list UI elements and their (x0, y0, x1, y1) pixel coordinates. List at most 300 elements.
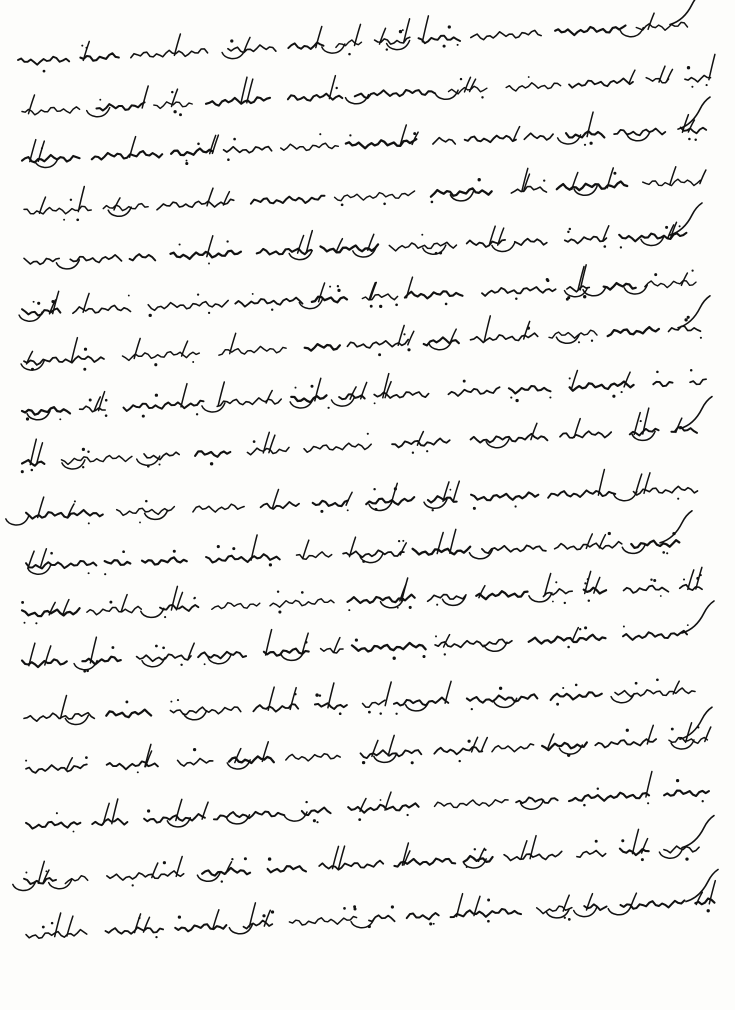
ascender-stroke (400, 543, 406, 555)
dot-mark (688, 138, 691, 141)
dot-mark (31, 368, 34, 371)
word-stroke (405, 291, 463, 298)
dot-mark (612, 395, 615, 398)
dot-mark (180, 664, 182, 666)
dot-mark (468, 740, 471, 743)
dot-mark (588, 599, 590, 601)
dot-mark (164, 616, 166, 618)
dot-mark (339, 712, 342, 715)
descender-stroke (611, 694, 634, 703)
dot-mark (227, 158, 230, 161)
ascender-stroke (303, 540, 309, 558)
dot-mark (305, 641, 308, 644)
word-stroke (555, 26, 625, 36)
dot-mark (155, 645, 158, 648)
dot-mark (549, 396, 551, 398)
dot-mark (473, 507, 475, 509)
word-stroke (680, 585, 702, 590)
dot-mark (380, 799, 382, 801)
word-stroke (551, 692, 602, 700)
dot-mark (217, 545, 220, 548)
handwriting-lines (6, 0, 718, 938)
dot-mark (510, 397, 512, 399)
ascender-stroke (360, 799, 366, 812)
dot-mark (603, 245, 606, 248)
dot-mark (210, 462, 213, 465)
word-stroke (664, 791, 709, 796)
dot-mark (21, 470, 24, 473)
dot-mark (221, 880, 223, 882)
dot-mark (684, 318, 687, 321)
line-end-stroke (670, 0, 702, 25)
ascender-stroke (530, 836, 536, 859)
dot-mark (676, 779, 679, 782)
ascender-stroke (470, 79, 476, 92)
dot-mark (21, 601, 24, 604)
word-stroke (144, 452, 179, 459)
dot-mark (690, 369, 693, 372)
word-stroke (451, 909, 521, 917)
word-stroke (428, 496, 457, 502)
word-stroke (476, 591, 527, 599)
dot-mark (316, 821, 318, 823)
word-stroke (80, 406, 106, 412)
line-end-stroke (682, 601, 714, 633)
word-stroke (18, 57, 69, 65)
dot-mark (692, 270, 694, 272)
dot-mark (208, 312, 210, 314)
dot-mark (355, 639, 358, 642)
dot-mark (444, 653, 446, 655)
dot-mark (185, 162, 188, 165)
ascender-stroke (572, 628, 578, 642)
dot-mark (399, 30, 402, 33)
dot-mark (707, 909, 710, 912)
dot-mark (567, 646, 570, 649)
ascender-stroke (659, 66, 665, 82)
dot-mark (579, 628, 581, 630)
word-stroke (321, 649, 343, 654)
dot-mark (608, 532, 611, 535)
dot-mark (86, 669, 89, 672)
word-stroke (198, 652, 246, 659)
dot-mark (499, 687, 502, 690)
dot-mark (99, 99, 101, 101)
dot-mark (262, 914, 265, 917)
dot-mark (584, 582, 586, 584)
word-stroke (524, 133, 553, 140)
word-stroke (235, 298, 302, 307)
dot-mark (88, 572, 90, 574)
dot-mark (362, 560, 365, 563)
descender-stroke (574, 908, 597, 917)
word-stroke (195, 451, 230, 457)
word-stroke (646, 78, 668, 83)
word-stroke (504, 851, 562, 860)
dot-mark (590, 142, 593, 145)
ascender-stroke (114, 198, 120, 210)
descender-stroke (6, 516, 29, 525)
dot-mark (653, 579, 656, 582)
ascender-stroke (28, 551, 34, 568)
ascender-stroke (398, 325, 404, 345)
dot-mark (700, 337, 702, 339)
dot-mark (42, 926, 45, 929)
ascender-stroke (598, 470, 604, 496)
word-stroke (244, 921, 273, 929)
dot-mark (142, 415, 145, 418)
word-stroke (543, 589, 572, 597)
word-stroke (270, 599, 334, 607)
word-stroke (615, 688, 695, 697)
word-stroke (431, 188, 492, 196)
word-stroke (569, 78, 633, 87)
word-stroke (251, 196, 325, 204)
dot-mark (147, 465, 150, 468)
dot-mark (70, 199, 72, 201)
word-stroke (392, 438, 450, 447)
dot-mark (436, 604, 438, 606)
dot-mark (665, 226, 668, 229)
dot-mark (439, 251, 442, 254)
word-stroke (160, 605, 198, 611)
dot-mark (139, 521, 141, 523)
dot-mark (128, 295, 130, 297)
dot-mark (583, 804, 586, 807)
word-stroke (82, 657, 120, 665)
dot-mark (278, 610, 281, 613)
word-stroke (24, 206, 91, 214)
dot-mark (569, 228, 571, 230)
word-stroke (529, 635, 606, 644)
word-stroke (336, 40, 362, 47)
dot-mark (621, 391, 623, 393)
ascender-stroke (385, 682, 391, 706)
dot-mark (409, 606, 412, 609)
dot-mark (433, 923, 435, 925)
handwritten-line (24, 203, 702, 269)
dot-mark (569, 377, 571, 379)
dot-mark (173, 110, 176, 113)
dot-mark (193, 597, 195, 599)
dot-mark (397, 607, 399, 609)
word-stroke (434, 747, 482, 754)
dot-mark (26, 417, 29, 420)
dot-mark (412, 452, 414, 454)
dot-mark (463, 380, 466, 383)
ascender-stroke (247, 79, 253, 103)
dot-mark (155, 936, 157, 938)
ascender-stroke (481, 738, 487, 752)
dot-mark (343, 907, 346, 910)
dot-mark (337, 285, 339, 287)
dot-mark (35, 622, 37, 624)
word-stroke (291, 395, 326, 402)
dot-mark (700, 574, 702, 576)
word-stroke (144, 814, 205, 823)
ascender-stroke (30, 140, 36, 162)
dot-mark (73, 831, 75, 833)
dot-mark (109, 601, 112, 604)
dot-mark (122, 550, 125, 553)
dot-mark (41, 147, 43, 149)
handwritten-line (22, 54, 715, 116)
dot-mark (694, 139, 696, 141)
dot-mark (656, 371, 659, 374)
word-stroke (624, 586, 669, 593)
word-stroke (362, 294, 397, 300)
dot-mark (348, 609, 350, 611)
ascender-stroke (135, 914, 141, 933)
word-stroke (217, 398, 281, 407)
word-stroke (319, 861, 383, 870)
ascender-stroke (391, 483, 397, 503)
dot-mark (368, 925, 371, 928)
dot-mark (208, 263, 210, 265)
dot-mark (231, 858, 233, 860)
dot-mark (319, 133, 321, 135)
word-stroke (516, 797, 558, 803)
word-stroke (634, 486, 698, 495)
dot-mark (24, 622, 26, 624)
dot-mark (233, 138, 236, 141)
handwritten-line (26, 870, 718, 939)
word-stroke (80, 53, 118, 60)
dot-mark (696, 577, 699, 580)
handwritten-line (26, 772, 709, 833)
line-end-stroke (678, 97, 710, 129)
ascender-stroke (368, 234, 374, 250)
line-end-stroke (680, 397, 712, 429)
dot-mark (626, 729, 629, 732)
ascender-stroke (269, 435, 275, 453)
ascender-stroke (407, 277, 413, 298)
word-stroke (206, 554, 280, 562)
dot-mark (662, 551, 665, 554)
line-end-stroke (682, 816, 714, 848)
word-stroke (690, 379, 706, 384)
dot-mark (43, 70, 46, 73)
word-stroke (103, 204, 148, 211)
ascender-stroke (676, 418, 682, 432)
word-stroke (297, 552, 332, 559)
word-stroke (142, 557, 187, 564)
ascender-stroke (646, 772, 652, 798)
word-stroke (73, 305, 131, 313)
descender-stroke (608, 906, 631, 915)
dot-mark (353, 907, 356, 910)
dot-mark (294, 693, 296, 695)
dot-mark (487, 920, 490, 923)
handwritten-line (22, 369, 706, 421)
dot-mark (403, 333, 405, 335)
dot-mark (197, 143, 200, 146)
handwritten-line (21, 567, 702, 624)
word-stroke (304, 443, 371, 452)
dot-mark (226, 240, 228, 242)
word-stroke (157, 199, 234, 210)
dot-mark (687, 316, 690, 319)
dot-mark (562, 687, 564, 689)
ascender-stroke (457, 894, 463, 917)
dot-mark (85, 47, 87, 49)
ascender-stroke (329, 76, 335, 99)
dot-mark (155, 394, 158, 397)
dot-mark (320, 510, 323, 513)
dot-mark (85, 756, 88, 759)
word-stroke (471, 30, 541, 39)
word-stroke (268, 866, 306, 872)
dot-mark (685, 857, 688, 860)
ascender-stroke (328, 683, 334, 708)
word-stroke (97, 102, 145, 110)
dot-mark (186, 160, 188, 162)
word-stroke (26, 764, 87, 773)
word-stroke (289, 917, 356, 926)
dot-mark (595, 840, 598, 843)
dot-mark (81, 45, 83, 47)
word-stroke (107, 871, 184, 880)
word-stroke (288, 94, 342, 101)
dot-mark (555, 581, 557, 583)
dot-mark (379, 712, 381, 714)
dot-mark (59, 418, 61, 420)
dot-mark (193, 748, 196, 751)
word-stroke (92, 151, 162, 159)
word-stroke (193, 504, 244, 512)
word-stroke (566, 131, 604, 137)
dot-mark (564, 917, 566, 919)
dot-mark (252, 293, 254, 295)
word-stroke (435, 800, 509, 808)
dot-mark (295, 387, 297, 389)
word-stroke (509, 386, 551, 394)
ascender-stroke (422, 16, 428, 42)
dot-mark (398, 540, 400, 542)
word-stroke (669, 326, 701, 331)
dot-mark (621, 839, 624, 842)
dot-mark (656, 678, 659, 681)
word-stroke (614, 129, 665, 136)
descender-stroke (614, 492, 637, 501)
word-stroke (281, 143, 339, 150)
dot-mark (431, 201, 434, 204)
dot-mark (654, 273, 657, 276)
word-stroke (557, 182, 627, 191)
dot-mark (647, 802, 649, 804)
dot-mark (457, 44, 459, 46)
dot-mark (666, 552, 668, 554)
dot-mark (76, 218, 79, 221)
dot-mark (556, 703, 559, 706)
dot-mark (74, 500, 76, 502)
dot-mark (587, 578, 589, 580)
ascender-stroke (450, 529, 456, 553)
dot-mark (83, 368, 86, 371)
dot-mark (311, 385, 314, 388)
word-stroke (482, 287, 556, 296)
dot-mark (177, 699, 179, 701)
dot-mark (413, 132, 416, 135)
dot-mark (269, 563, 272, 566)
dot-mark (635, 682, 638, 685)
word-stroke (286, 754, 340, 761)
word-stroke (511, 187, 546, 194)
dot-mark (230, 39, 233, 42)
dot-mark (305, 801, 307, 803)
dot-mark (105, 414, 108, 417)
word-stroke (175, 924, 226, 931)
dot-mark (515, 399, 518, 402)
dot-mark (132, 884, 134, 886)
word-stroke (565, 237, 607, 244)
handwritten-line (6, 470, 698, 525)
dot-mark (687, 66, 690, 69)
ascender-stroke (346, 492, 352, 505)
dot-mark (25, 760, 27, 762)
dot-mark (584, 626, 587, 629)
dot-mark (367, 433, 369, 435)
dot-mark (679, 225, 681, 227)
word-stroke (413, 547, 471, 555)
ascender-stroke (40, 197, 46, 213)
word-stroke (106, 710, 151, 718)
handwritten-line (22, 601, 714, 673)
dot-mark (87, 450, 89, 452)
handwritten-line (13, 816, 714, 891)
word-stroke (352, 643, 426, 652)
dot-mark (348, 53, 351, 56)
dot-mark (407, 348, 410, 351)
dot-mark (578, 341, 580, 343)
ascender-stroke (202, 802, 208, 819)
dot-mark (623, 626, 625, 628)
dot-mark (395, 303, 398, 306)
word-stroke (448, 387, 499, 396)
ascender-stroke (90, 637, 96, 663)
descender-stroke (556, 334, 579, 343)
word-stroke (124, 401, 204, 411)
ascender-stroke (144, 917, 150, 932)
dot-mark (145, 500, 148, 503)
dot-mark (137, 771, 139, 773)
word-stroke (560, 431, 611, 438)
handwritten-line (24, 167, 706, 221)
dot-mark (568, 918, 571, 921)
word-stroke (224, 147, 272, 153)
dot-mark (82, 466, 84, 468)
word-stroke (645, 281, 696, 288)
dot-mark (543, 179, 545, 181)
dot-mark (683, 578, 685, 580)
dot-mark (620, 246, 622, 248)
descender-stroke (659, 849, 682, 858)
dot-mark (329, 286, 331, 288)
word-stroke (24, 258, 59, 264)
dot-mark (393, 657, 396, 660)
word-stroke (171, 251, 241, 259)
word-stroke (261, 502, 299, 509)
dot-mark (567, 754, 570, 757)
ascender-stroke (681, 273, 687, 285)
word-stroke (178, 759, 213, 767)
word-stroke (433, 138, 455, 144)
dot-mark (315, 693, 318, 696)
descender-stroke (624, 285, 647, 294)
dot-mark (702, 800, 704, 802)
word-stroke (449, 86, 487, 94)
dot-mark (268, 857, 271, 860)
